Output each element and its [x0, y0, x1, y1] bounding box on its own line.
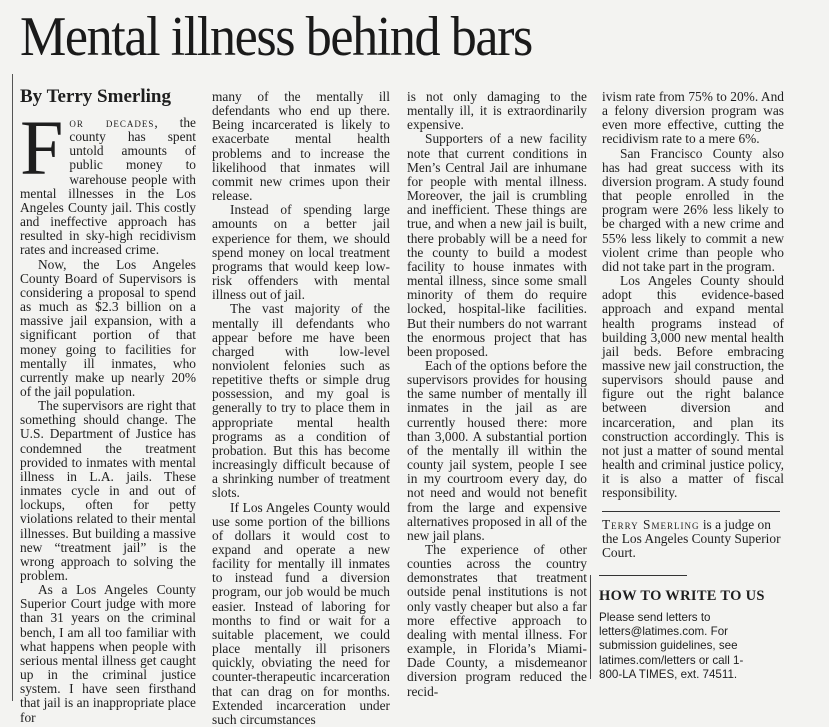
how-to-write-body: Please send letters to letters@latimes.com. For submission guidelines, see latimes.com/letters or call 1-800-LA TIMES, ext. 74511.: [599, 611, 744, 681]
paragraph: Now, the Los Angeles County Board of Supervisors is considering a proposal to spend as much as $2.3 billion on a massive jail expansion, with a significant portion of that money going to facilities for mentally ill inmates, who currently make up nearly 20% of the jail population.: [20, 256, 196, 399]
paragraph: Instead of spending large amounts on a better jail experience for them, we should spend money on local treatment programs that would keep low-risk offenders with mental illness out of jail.: [212, 202, 390, 303]
article-column-2: [212, 90, 390, 727]
lead-paragraph: [20, 104, 196, 258]
box-divider: [599, 575, 687, 576]
bio-divider: [602, 511, 780, 512]
column-rule: [12, 74, 13, 701]
lead-text: the county has spent untold amounts of public money to warehouse people with mental illnesses in the Los Angeles County jail. This costly and ineffective approach has resulted in sky-high recidivism rates and increased crime.: [20, 115, 196, 258]
article-column-1: [20, 104, 196, 725]
author-bio: [602, 518, 784, 560]
article-column-4: [602, 90, 784, 560]
paragraph: San Francisco County also has had great success with its diversion program. A study found that people enrolled in the program were 26% less likely to be charged with a new crime and 55% less likely to commit a new violent crime than people who did not take part in the program.: [602, 145, 784, 274]
paragraph: Each of the options before the supervisors provides for housing the same number of mentally ill inmates in the jail as are currently housed there: more than 3,000. A substantial portion of the mentally ill within the county jail system, people I see in my courtroom every day, do not need and would not benefit from the large and expensive alternatives proposed in all of the new jail plans.: [407, 357, 587, 543]
how-to-write-box: [590, 575, 799, 679]
paragraph: Los Angeles County should adopt this evidence-based approach and expand mental health programs instead of building 3,000 new mental health jail beds. Before embracing massive new jail construction, the supervisors should pause and figure out the right balance between diversion and incarceration, and plan its construction accordingly. This is not just a matter of sound mental health and criminal justice policy, it is also a matter of fiscal responsibility.: [602, 273, 784, 501]
byline: By Terry Smerling: [20, 86, 171, 107]
paragraph: The supervisors are right that something should change. The U.S. Department of Justice has condemned the treatment provided to inmates with mental illness in L.A. jails. These inmates cycle in and out of lockups, often for petty violations related to their mental illnesses. But building a massive new “treatment jail” is the wrong approach to solving the problem.: [20, 398, 196, 583]
paragraph: many of the mentally ill defendants who end up there. Being incarcerated is likely to exacerbate mental health problems and to increase the likelihood that inmates will commit new crimes upon their release.: [212, 89, 390, 204]
paragraph: Supporters of a new facility note that current conditions in Men’s Central Jail are inhumane for people with mental illness. Moreover, the jail is crumbling and inefficient. These things are true, and when a new jail is built, there probably will be a need for the county to build a modest facility to house inmates with mental illness, since some small minority of them do require locked, hospital-like facilities. But their numbers do not warrant the enormous project that has been proposed.: [407, 131, 587, 359]
paragraph: The vast majority of the mentally ill defendants who appear before me have been charged with low-level nonviolent felonies such as repetitive thefts or simple drug possession, and my goal is generally to try to place them in appropriate mental health programs as a condition of probation. But this has become increasingly difficult because of a shrinking number of treatment slots.: [212, 301, 390, 501]
paragraph: ivism rate from 75% to 20%. And a felony diversion program was even more effective, cutting the recidivism rate to a mere 6%.: [602, 89, 784, 147]
paragraph: If Los Angeles County would use some portion of the billions of dollars it would cost to expand and operate a new facility for mentally ill inmates to instead fund a diversion program, our job would be much easier. Instead of laboring for months to find or wait for a suitable placement, we could place mentally ill prisoners quickly, obviating the need for counter-therapeutic incarceration that can drag on for months. Extended incarceration under such circumstances: [212, 499, 390, 727]
paragraph: The experience of other counties across the country demonstrates that treatment outside penal institutions is not only vastly cheaper but also a far more effective approach to dealing with mental illness. For example, in Florida’s Miami-Dade County, a misdemeanor diversion program reduced the recid-: [407, 542, 587, 699]
headline: Mental illness behind bars: [20, 6, 532, 68]
drop-cap: F: [20, 104, 64, 191]
bio-text: is a judge on the Los Angeles County Superior Court.: [602, 516, 781, 560]
how-to-write-heading: HOW TO WRITE TO US: [599, 588, 765, 604]
bio-name: Terry Smerling: [602, 516, 700, 532]
paragraph: is not only damaging to the mentally ill, it is extraordinarily expensive.: [407, 89, 587, 133]
lead-smallcaps: or decades,: [69, 115, 159, 130]
article-column-3: [407, 90, 587, 699]
paragraph: As a Los Angeles County Superior Court judge with more than 31 years on the criminal bench, I am all too familiar with what happens when people with serious mental illness get caught up in the criminal justice system. I have seen firsthand that jail is an inappropriate place for: [20, 582, 196, 725]
